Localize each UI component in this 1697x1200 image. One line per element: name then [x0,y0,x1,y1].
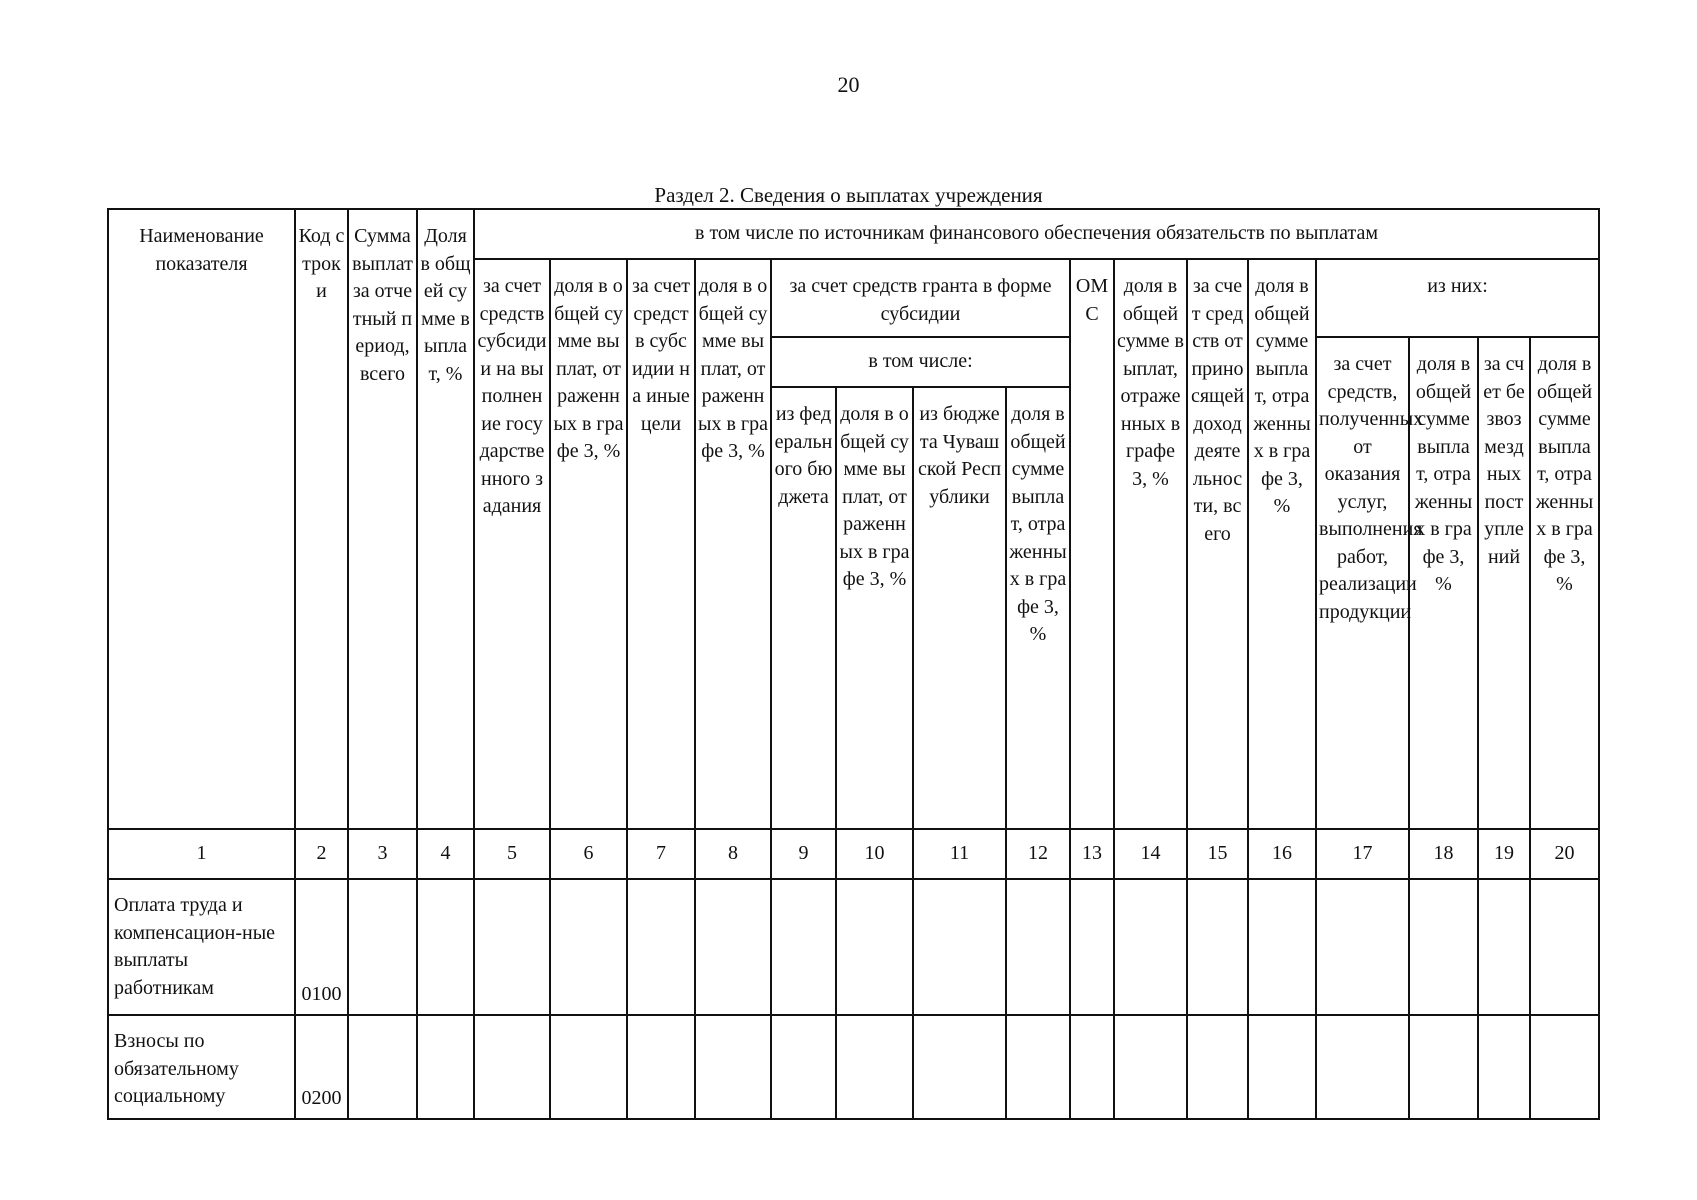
cell-col-8 [695,879,771,1015]
cell-col-11 [913,1015,1006,1119]
header-federal-budget: из федерального бюджета [771,387,836,829]
header-services-income: за счет средств, полученных от оказания услуг, выполнения работ, реализации продукции [1316,337,1409,829]
header-row-code: Код строки [295,209,348,829]
cell-col-4 [417,879,474,1015]
row-name: Взносы по обязательному социальному [108,1015,295,1119]
cell-col-20 [1530,879,1599,1015]
column-number: 12 [1006,829,1070,879]
cell-col-12 [1006,1015,1070,1119]
cell-col-7 [627,1015,695,1119]
header-share-col-12: доля в общей сумме выплат, отраженных в графе 3, % [1006,387,1070,829]
cell-col-3 [348,1015,417,1119]
cell-col-17 [1316,1015,1409,1119]
cell-col-17 [1316,879,1409,1015]
column-number: 16 [1248,829,1316,879]
cell-col-18 [1409,879,1478,1015]
header-share-total: Доля в общей сумме выплат, % [417,209,474,829]
header-share-col-6: доля в общей сумме выплат, отраженных в графе 3, % [550,259,627,829]
column-number: 13 [1070,829,1114,879]
page-number: 20 [837,72,860,97]
header-grant-including: в том числе: [771,337,1070,387]
cell-col-6 [550,879,627,1015]
section-title: Раздел 2. Сведения о выплатах учреждения [654,183,1043,207]
cell-col-7 [627,879,695,1015]
column-number: 7 [627,829,695,879]
cell-col-10 [836,1015,913,1119]
header-grant-subsidy: за счет средств гранта в форме субсидии [771,259,1070,337]
cell-col-9 [771,879,836,1015]
column-numbers-row [108,829,1599,879]
header-gratuitous-receipts: за счет безвозмездных поступлений [1478,337,1530,829]
header-indicator-name: Наименование показателя [108,209,295,829]
header-share-col-18: доля в общей сумме выплат, отраженных в графе 3, % [1409,337,1478,829]
cell-col-19 [1478,879,1530,1015]
column-number: 2 [295,829,348,879]
row-name: Оплата труда и компенсацион-ные выплаты работникам [108,879,295,1015]
header-share-col-14: доля в общей сумме выплат, отраженных в графе 3, % [1114,259,1187,829]
cell-col-14 [1114,1015,1187,1119]
cell-col-4 [417,1015,474,1119]
header-of-them: из них: [1316,259,1599,337]
cell-col-16 [1248,879,1316,1015]
header-share-col-16: доля в общей сумме выплат, отраженных в графе 3, % [1248,259,1316,829]
cell-col-13 [1070,1015,1114,1119]
header-share-col-10: доля в общей сумме выплат, отраженных в графе 3, % [836,387,913,829]
column-number: 5 [474,829,550,879]
header-income-activity: за счет средств от приносящей доход деятельности, всего [1187,259,1248,829]
column-number: 8 [695,829,771,879]
cell-col-3 [348,879,417,1015]
cell-col-5 [474,879,550,1015]
column-number: 9 [771,829,836,879]
cell-col-11 [913,879,1006,1015]
cell-col-9 [771,1015,836,1119]
header-total-sum: Сумма выплат за отчетный период, всего [348,209,417,829]
column-number: 20 [1530,829,1599,879]
cell-col-12 [1006,879,1070,1015]
cell-col-13 [1070,879,1114,1015]
table-row [108,879,1599,1015]
cell-col-5 [474,1015,550,1119]
column-number: 11 [913,829,1006,879]
cell-col-6 [550,1015,627,1119]
column-number: 1 [108,829,295,879]
header-chuvash-budget: из бюджета Чувашской Республики [913,387,1006,829]
column-number: 3 [348,829,417,879]
column-number: 6 [550,829,627,879]
cell-col-19 [1478,1015,1530,1119]
column-number: 19 [1478,829,1530,879]
cell-col-14 [1114,879,1187,1015]
header-state-task-subsidy: за счет средств субсидии на выполнение государственного задания [474,259,550,829]
cell-col-8 [695,1015,771,1119]
column-number: 17 [1316,829,1409,879]
column-number: 14 [1114,829,1187,879]
header-oms: ОМС [1070,259,1114,829]
row-code: 0200 [295,1015,348,1119]
cell-col-10 [836,879,913,1015]
cell-col-16 [1248,1015,1316,1119]
column-number: 10 [836,829,913,879]
cell-col-15 [1187,879,1248,1015]
column-number: 15 [1187,829,1248,879]
header-other-subsidy: за счет средств субсидии на иные цели [627,259,695,829]
header-funding-sources: в том числе по источникам финансового обеспечения обязательств по выплатам [474,209,1599,259]
cell-col-15 [1187,1015,1248,1119]
column-number: 4 [417,829,474,879]
cell-col-18 [1409,1015,1478,1119]
row-code: 0100 [295,879,348,1015]
column-number: 18 [1409,829,1478,879]
header-share-col-20: доля в общей сумме выплат, отраженных в графе 3, % [1530,337,1599,829]
payments-table [107,208,1600,1120]
table-row [108,1015,1599,1119]
header-share-col-8: доля в общей сумме выплат, отраженных в графе 3, % [695,259,771,829]
cell-col-20 [1530,1015,1599,1119]
